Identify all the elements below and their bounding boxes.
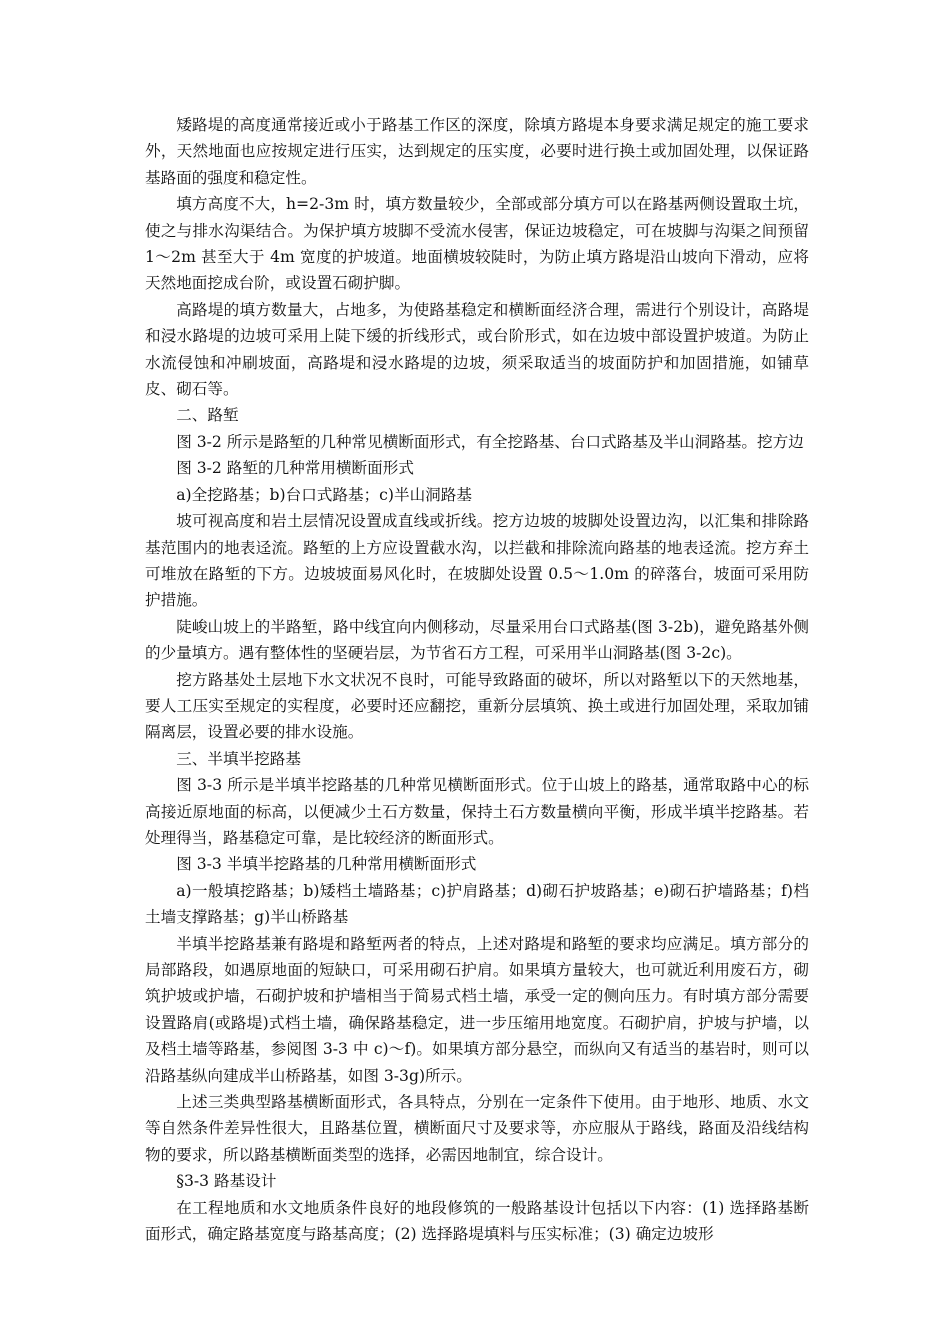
paragraph-high-embankment: 高路堤的填方数量大，占地多，为使路基稳定和横断面经济合理，需进行个别设计，高路堤和浸水路堤的边坡可采用上陡下缓的折线形式，或台阶形式，如在边坡中部设置护坡道。为防止水流侵蚀和冲刷坡面，高路堤和浸水路堤的边坡，须采取适当的坡面防护和加固措施，如铺草皮、砌石等。 (145, 300, 809, 399)
paragraph-groundwater: 挖方路基处土层地下水文状况不良时，可能导致路面的破坏，所以对路堑以下的天然地基，要人工压实至规定的实程度，必要时还应翻挖，重新分层填筑、换土或进行加固处理，采取加铺隔离层，设置必要的排水设施。 (145, 670, 809, 742)
document-body (145, 112, 809, 1247)
paragraph-cut-slope: 坡可视高度和岩土层情况设置成直线或折线。挖方边坡的坡脚处设置边沟，以汇集和排除路基范围内的地表迳流。路堑的上方应设置截水沟，以拦截和排除流向路基的地表迳流。挖方弃土可堆放在路堑的下方。边坡坡面易风化时，在坡脚处设置 0.5～1.0m 的碎落台，坡面可采用防护措施。 (145, 512, 809, 610)
paragraph-summary: 上述三类典型路基横断面形式，各具特点，分别在一定条件下使用。由于地形、地质、水文等自然条件差异性很大，且路基位置，横断面尺寸及要求等，亦应服从于路线，路面及沿线结构物的要求，所以路基横断面类型的选择，必需因地制宜，综合设计。 (145, 1093, 809, 1164)
paragraph-half-fill-features: 半填半挖路基兼有路堤和路堑两者的特点，上述对路堤和路堑的要求均应满足。填方部分的局部路段，如遇原地面的短缺口，可采用砌石护肩。如果填方量较大，也可就近利用废石方，砌筑护坡或护墙，石砌护坡和护墙相当于简易式档土墙，承受一定的侧向压力。有时填方部分需要设置路肩(或路堤)式档土墙，确保路基稳定，进一步压缩用地宽度。石砌护肩，护坡与护墙，以及档土墙等路基，参阅图 3-3 中 c)～f)。如果填方部分悬空，而纵向又有适当的基岩时，则可以沿路基纵向建成半山桥路基，如图 3-3g)所示。 (145, 934, 809, 1085)
paragraph-fill-height: 填方高度不大，h=2-3m 时，填方数量较少，全部或部分填方可以在路基两侧设置取土坑，使之与排水沟渠结合。为保护填方坡脚不受流水侵害，保证边坡稳定，可在坡脚与沟渠之间预留 1～2m 甚至大于 4m 宽度的护坡道。地面横坡较陡时，为防止填方路堤沿山坡向下滑动，应将天然地面挖成台阶，或设置石砌护脚。 (145, 195, 809, 293)
figure-legend-3-2: a)全挖路基；b)台口式路基；c)半山洞路基 (176, 485, 472, 504)
section-heading-cutting: 二、路堑 (176, 406, 239, 425)
paragraph-design-contents: 在工程地质和水文地质条件良好的地段修筑的一般路基设计包括以下内容：(1) 选择路基断面形式，确定路基宽度与路基高度；(2) 选择路堤填料与压实标准；(3) 确定边坡形 (145, 1198, 809, 1244)
figure-legend-3-3: a)一般填挖路基；b)矮档土墙路基；c)护肩路基；d)砌石护坡路基；e)砌石护墙路基；f)档土墙支撑路基；g)半山桥路基 (145, 881, 809, 927)
section-heading-half-fill-half-cut: 三、半填半挖路基 (176, 749, 301, 768)
paragraph-figure-3-3-intro: 图 3-3 所示是半填半挖路基的几种常见横断面形式。位于山坡上的路基，通常取路中心的标高接近原地面的标高，以便减少土石方数量，保持土石方数量横向平衡，形成半填半挖路基。若处理得当，路基稳定可靠，是比较经济的断面形式。 (145, 776, 809, 847)
section-heading-3-3: §3-3 路基设计 (176, 1172, 277, 1191)
figure-caption-3-2: 图 3-2 路堑的几种常用横断面形式 (176, 459, 414, 478)
figure-caption-3-3: 图 3-3 半填半挖路基的几种常用横断面形式 (176, 855, 477, 874)
paragraph-half-cutting: 陡峻山坡上的半路堑，路中线宜向内侧移动，尽量采用台口式路基(图 3-2b)，避免路基外侧的少量填方。遇有整体性的坚硬岩层，为节省石方工程，可采用半山洞路基(图 3-2c)。 (145, 617, 809, 663)
paragraph-figure-3-2-intro: 图 3-2 所示是路堑的几种常见横断面形式，有全挖路基、台口式路基及半山洞路基。挖方边 (176, 432, 804, 451)
paragraph-low-embankment: 矮路堤的高度通常接近或小于路基工作区的深度，除填方路堤本身要求满足规定的施工要求外，天然地面也应按规定进行压实，达到规定的压实度，必要时进行换土或加固处理，以保证路基路面的强度和稳定性。 (145, 116, 809, 187)
